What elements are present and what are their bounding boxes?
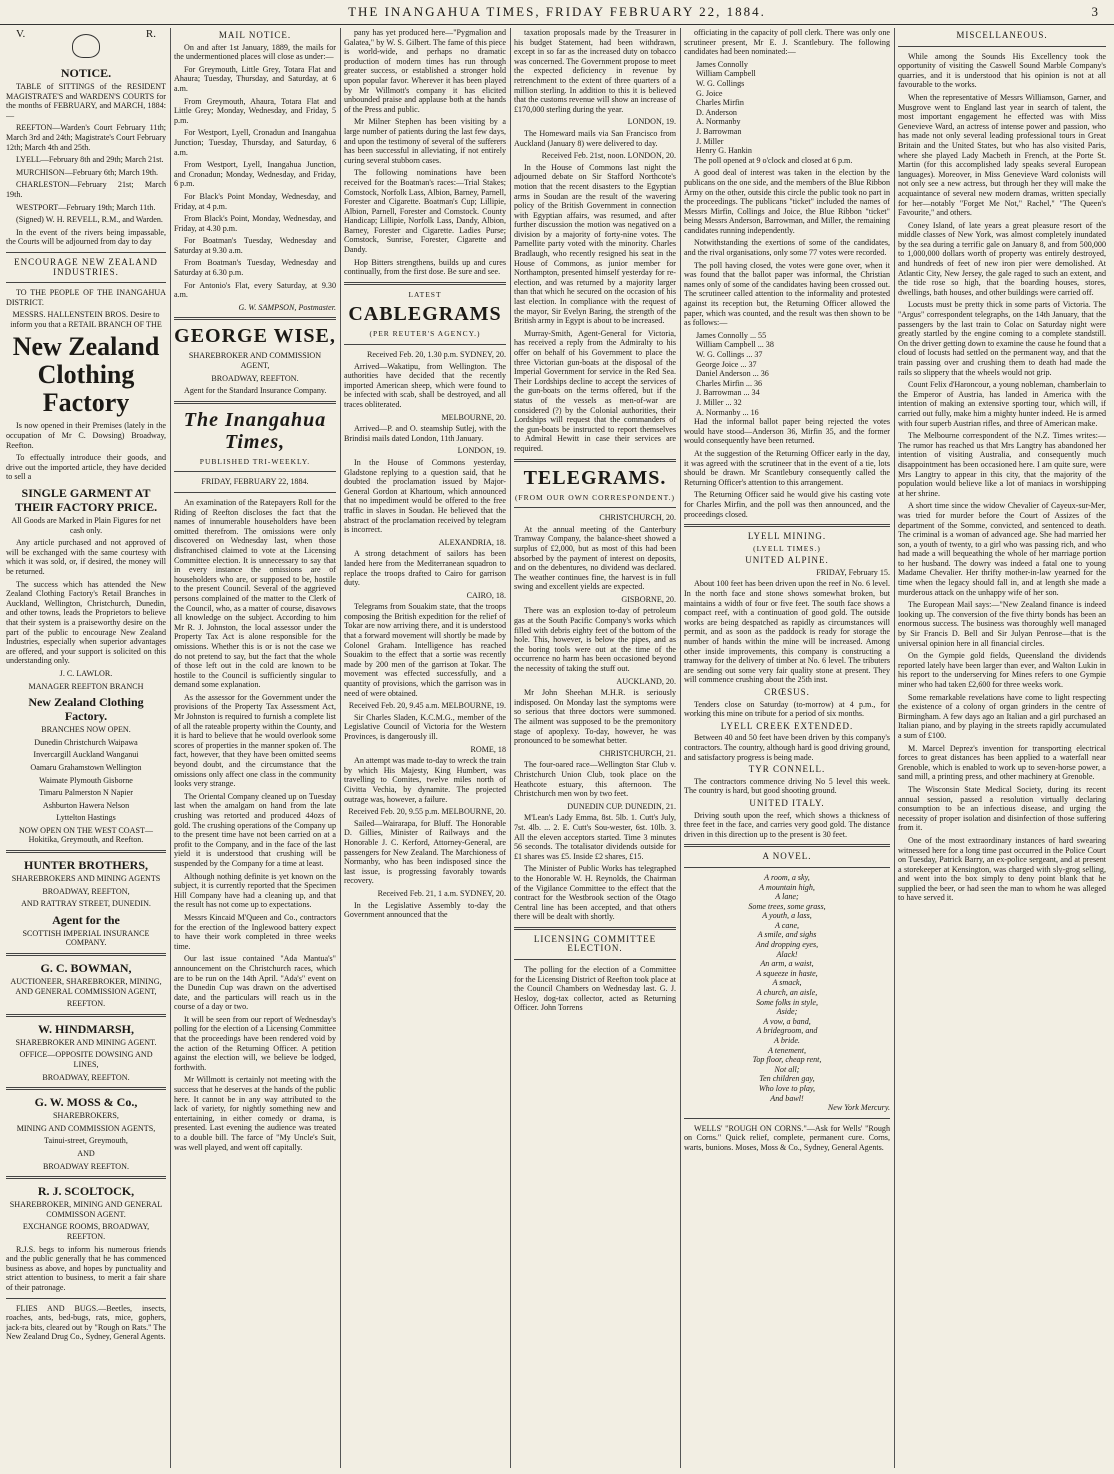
mail-para: For Greymouth, Little Grey, Totara Flat and Ahaura; Tuesday, Thursday, and Saturday, at 6 a.m.: [174, 64, 336, 93]
scoltock-text: R.J.S. begs to inform his numerous friends and the public generally that he has commenced business as above, and hopes by punctuality and strict attention to business, to merit a fair share of their patronage.: [6, 1244, 166, 1292]
poll-para: Notwithstanding the exertions of some of the candidates, and the rival organisations, only some 77 votes were recorded.: [684, 238, 890, 258]
lyell-creek-text: Between 40 and 50 feet have been driven by this company's contractors. The country, although hard is good driving ground, and satisfactory progress is being made.: [684, 733, 890, 762]
branch-row: Invercargill Auckland Wanganui: [33, 750, 139, 760]
lawlor: J. C. LAWLOR.: [59, 668, 113, 678]
cable-text: An attempt was made to-day to wreck the train by which His Majesty, King Humbert, was travelling to Comites, twelve miles north of Civitta Vechia, by dynamite. The projected outrage was, however, a failure.: [344, 756, 506, 804]
poem-line: Who love to play,: [758, 1083, 816, 1093]
tel-text: Mr John Sheehan M.H.R. is seriously indisposed. On Monday last the symptoms were so serious that three doctors were summoned. The ailment was supposed to be the premonitory stage of apoplexy. To-day, however, he was pronounced to be somewhat better.: [514, 688, 676, 746]
cable-text: In the House of Commons last night the adjourned debate on Sir Stafford Northcote's motion that the recent disasters to the Egyptian arms in Soudan are the result of the wavering policy of the British Government in connection with Egyptian affairs, was resumed, and after further discussion the motion was negatived on a division by a majority of forty-nine votes. The Parnellite party voted with the minority. Charles Bradlaugh, who recently resigned his seat in the House of Commons, as junior member for Northampton, presented himself yesterday for re-election, and was returned by a majority larger than that which he secured on the occasion of his last election. In compliance with the request of the mayor, Sir Evelyn Baring, the strength of the British army in Egypt is about to be increased.: [514, 162, 676, 326]
column-1: [6, 28, 166, 1468]
hunter-heading: HUNTER BROTHERS,: [23, 858, 149, 873]
branch-row: Waimate Plymouth Gisborne: [39, 775, 133, 785]
marked-text: All Goods are Marked in Plain Figures for net cash only.: [11, 516, 161, 535]
sitting-item: LYELL—February 8th and 29th; March 21st.: [16, 155, 164, 165]
branch-row: Lyttelton Hastings: [56, 813, 116, 823]
branch-row: Oamaru Grahamstown Wellington: [30, 762, 142, 772]
nzcf-heading-2: New Zealand Clothing Factory.: [28, 695, 144, 724]
cable-text: Arrived—P. and O. steamship Sutlej, with the Brindisi mails dated London, 11th January.: [344, 424, 506, 443]
cable-dateline: ALEXANDRIA, 18.: [438, 537, 506, 547]
editorial-para: An examination of the Ratepayers Roll for the Riding of Reefton discloses the fact that the names of innumerable householders have been omitted therefrom. The omissions were only discovered on Wednesday last, when those disfranchised claimed to vote at the Licensing Committee election. It is unnecessary to say that in every instance the omissions are of householders who are, or supposed to be, hostile to the present Council. Several of the aggrieved persons complained of the matter to the Clerk of the Council, who, as a matter of course, disavows all knowledge on the subject. According to him Mr R. J. Johnston, the local assessor under the Property Tax Act is alone responsible for the omissions. Whether this is or is not the case we do not pretend to say, but the fact that the whole of those left out in the cold are known to be hostile to the Council is sufficiently singular to demand some explanation.: [174, 498, 336, 690]
cable-dateline: LONDON, 19.: [627, 117, 676, 127]
poem-line: A mountain high,: [759, 882, 815, 892]
cable-text: Sailed—Wairarapa, for Bluff. The Honorable D. Gillies, Minister of Railways and the Honorable J. C. Kerford, Attorney-General, are passengers for New Zealand. The Marchioness of Normanby, who has been indisposed since the last issue, is progressing favorably towards recovery.: [344, 818, 506, 886]
candidate: William Campbell: [696, 69, 756, 79]
poem-line: A tenement,: [767, 1045, 807, 1055]
wise-sub: SHAREBROKER AND COMMISSION AGENT,: [188, 351, 322, 371]
lyell-heading: LYELL MINING.: [747, 531, 827, 542]
own-correspondent: (FROM OUR OWN CORRESPONDENT.): [514, 492, 676, 502]
misc-para: A short time since the widow Chevalier of Cayeux-sur-Mer, was tried for murder before the Court of Assizes of the department of the Somme, convicted, and sentenced to death. The criminal is a woman of advanced age. She had married her son, a youth of twenty, to a girl who was passing rich, and who had made a will bequeathing the whole of her marriage portion to her husband. The dowry was indeed a fatal one to young Madame Chevalier. Her thrifty mother-in-law yearned for the time when the legacy should fall in, and at length she made a murderous attack on the unhappy wife of her son.: [898, 501, 1106, 597]
bowman-place: REEFTON.: [66, 999, 106, 1009]
misc-para: Count Felix d'Haroncour, a young nobleman, chamberlain to the Emperor of Austria, has landed in America with the intention of making an extensive sporting tour, which will, if carried out fully, make him a mighty hunter indeed. He is armed with four superb Austrian rifles, and three of American make.: [898, 380, 1106, 428]
poem-line: And dropping eyes,: [755, 940, 819, 950]
tel-dateline: AUCKLAND, 20.: [616, 676, 676, 686]
editorial-para: Messrs Kincaid M'Queen and Co., contractors for the erection of the Inglewood battery expect to have their work completed in three weeks time.: [174, 912, 336, 951]
poem-line: Ten children gay,: [759, 1074, 815, 1084]
tel-dateline: DUNEDIN CUP. DUNEDIN, 21.: [567, 801, 676, 811]
poem-line: An arm, a waist,: [760, 959, 814, 969]
croesus-heading: CRŒSUS.: [764, 687, 810, 697]
misc-para: Some remarkable revelations have come to light respecting the existence of a colony of organ grinders in the centre of Birmingham. A few days ago an Italian and a girl purchased an Italian piano, and by playing in the streets rapidly accumulated a sum of £100.: [898, 692, 1106, 740]
hindmarsh-addr: BROADWAY, REEFTON.: [42, 1072, 130, 1082]
poem-line: A room, a sky,: [764, 872, 810, 882]
candidate: W. G. Collings: [696, 78, 745, 88]
sitting-item: WESTPORT—February 19th; March 11th.: [16, 202, 156, 212]
scottish-insurance: SCOTTISH IMPERIAL INSURANCE COMPANY.: [22, 928, 150, 948]
moss-sub: SHAREBROKERS,: [53, 1111, 119, 1121]
cable-dateline: Received Feb. 20, 9.45 a.m. MELBOURNE, 19.: [348, 701, 506, 711]
cable-dateline: MELBOURNE, 20.: [441, 412, 506, 422]
tel-dateline: CHRISTCHURCH, 21.: [599, 748, 676, 758]
moss-heading: G. W. MOSS & Co.,: [34, 1095, 138, 1110]
branch-row: Ashburton Hawera Nelson: [42, 800, 130, 810]
column-rule: [170, 28, 171, 1468]
cable-dateline: Received Feb. 20, 9.55 p.m. MELBOURNE, 20.: [348, 807, 506, 817]
poem-line: A lane;: [775, 892, 799, 902]
west-coast: NOW OPEN ON THE WEST COAST—Hokitika, Greymouth, and Reefton.: [18, 825, 154, 845]
poem-line: A smack,: [772, 978, 802, 988]
tel-text: There was an explosion to-day of petroleum gas at the South Pacific Company's works which filled with debris eighty feet of the bottom of the hole. This, however, is below the pipes, and as the boring tools were out at the time of the occurrence no harm has been occasioned beyond the necessity of taking the stuff out.: [514, 606, 676, 674]
royal-crest-icon: [72, 34, 100, 58]
misc-para: Coney Island, of late years a great pleasure resort of the middle classes of New York, was almost completely inundated by the sea during a terrific gale on January 8, and from 500,000 to 1,000,000 dollars worth of property was entirely destroyed, and hundreds of feet of new iron pier were demolished. At Atlantic City, New Jersey, the gale raged to such an extent, and the tide rose so high, that the boarding houses, stores, dwellings, bath houses, and other buildings were carried off.: [898, 220, 1106, 297]
column-rule: [510, 28, 511, 1468]
notice-heading: NOTICE.: [60, 66, 112, 80]
poem-line: A squeeze in haste,: [756, 968, 818, 978]
moss-addr: Tainui-street, Greymouth,: [44, 1136, 128, 1146]
licensing-text: The polling for the election of a Committee for the Licensing District of Reefton took place at the Council Chambers on Wednesday last. G. J. Hesloy, dog-tax collector, acted as Returning Officer. John Torrens: [514, 965, 676, 1013]
royal-r: R.: [145, 28, 156, 40]
column-3: [344, 28, 506, 1468]
tel-dateline: GISBORNE, 20.: [621, 594, 676, 604]
poem-line: Not all;: [774, 1064, 800, 1074]
misc-para: The Melbourne correspondent of the N.Z. Times writes:—The rumor has reached us that Mrs Langtry has abandoned her intention of visiting Australia, and consequently much disappointment has been occasioned here. I am quite sure, were Mrs Langtry to appear in this city, that the majority of the population would believe like a lot of maniacs in worshipping at her shrine.: [898, 431, 1106, 498]
mail-para: From Greymouth, Ahaura, Totara Flat and Little Grey; Monday, Wednesday, and Friday, 5 p.m.: [174, 96, 336, 125]
cable-text: Sir Charles Sladen, K.C.M.G., member of the Legislative Council of Victoria for the Western Provinces, is dangerously ill.: [344, 712, 506, 741]
column-rule: [680, 28, 681, 1468]
candidate: J. Barrowman: [696, 126, 742, 136]
poll-intro: officiating in the capacity of poll clerk. There was only one scrutineer present, Mr E. J. Scantlebury. The following candidates had been nominated:—: [684, 28, 890, 57]
branch-row: Timaru Palmerston N Napier: [39, 788, 133, 798]
sitting-item: CHARLESTON—February 21st; March 19th.: [6, 180, 166, 199]
branch-row: Dunedin Christchurch Waipawa: [34, 737, 138, 747]
poem: [684, 873, 890, 1103]
misc-heading: MISCELLANEOUS.: [956, 30, 1048, 40]
candidate: Henry G. Hankin: [696, 146, 752, 156]
cable-text: Arrived—Wakatipu, from Wellington. The authorities have decided that the recently imported American sheep, which were found to be infected with scab, shall be destroyed, and all traces obliterated.: [344, 361, 506, 409]
result-row: Daniel Anderson ... 36: [696, 369, 769, 379]
result-row: W. G. Collings ... 37: [696, 350, 763, 359]
column-6: [898, 28, 1106, 1468]
intro-para: Hop Bitters strengthens, builds up and cures continually, from the first dose. Be sure and see.: [344, 257, 506, 277]
success-text: The success which has attended the New Zealand Clothing Factory's Retail Branches in Auckland, Wellington, Christchurch, Dunedin, and other towns, leads the Proprietors to believe that their system is a praiseworthy desire on the part of the public to encourage New Zealand Industries, especially when superior advantages are offered, and your support is solicited on this understanding only.: [6, 579, 166, 666]
sitting-item: REEFTON—Warden's Court February 11th; March 3rd and 24th; Magistrate's Court February 12th; March 4th and 25th.: [6, 123, 166, 152]
messrs-text: MESSRS. HALLENSTEIN BROS. Desire to inform you that a RETAIL BRANCH OF THE: [10, 310, 162, 329]
candidate: James Connolly: [696, 59, 748, 69]
poem-line: Alack!: [776, 949, 798, 959]
single-garment: SINGLE GARMENT AT THEIR FACTORY PRICE.: [14, 486, 158, 515]
nzcf-open: Is now opened in their Premises (lately in the occupation of Mr C. Dowsing) Broadway, Reefton.: [6, 421, 166, 450]
poll-para: The poll opened at 9 o'clock and closed at 6 p.m.: [694, 155, 853, 165]
hindmarsh-heading: W. HINDMARSH,: [38, 1021, 134, 1036]
mail-para: For Boatman's Tuesday, Wednesday and Saturday at 9.30 a.m.: [174, 236, 336, 255]
mail-para: From Black's Point, Monday, Wednesday, and Friday, at 4.30 p.m.: [174, 214, 336, 233]
intro-para: Mr Milner Stephen has been visiting by a large number of patients during the last few days, and upon the testimony of several of the sufferers has been successful in alleviating, if not entirely curing several stubborn cases.: [344, 117, 506, 165]
any-article: Any article purchased and not approved of will be exchanged with the same courtesy with which it was sold, or, if desired, the money will be returned.: [6, 538, 166, 576]
misc-para: Locusts must be pretty thick in some parts of Victoria. The "Argus" correspondent telegraphs, on the 14th January, that the passengers by the last train to Colac on Saturday night were greatly startled by the engine coming to a complete standstill. On the driver getting down to examine the cause he found that a cloud of locusts had settled on the permanent way, and that the train passing over and crushing them to death had made the rails so slippery that the wheels would not grip.: [898, 300, 1106, 377]
novel-heading: A NOVEL.: [762, 851, 812, 862]
mail-para: For Black's Point Monday, Wednesday, and Friday, at 4 p.m.: [174, 191, 336, 211]
result-row: George Joice ... 37: [696, 359, 757, 369]
masthead: [0, 0, 1114, 25]
poem-line: A bridegroom, and: [756, 1026, 818, 1036]
hunter-addr: AND RATTRAY STREET, DUNEDIN.: [21, 899, 151, 909]
tel-text: M'Lean's Lady Emma, 8st. 5lb. 1. Cutt's July, 7st. 4lb. ... 2. E. Cutt's Sou-wester, 6st. 10lb. 3. All the eleven acceptors started. Time 3 minutes 56 seconds. The totalisator dividends outside for £1 shares was £5. Inside £2 shares, £15.: [514, 813, 676, 861]
telegrams-heading: TELEGRAMS.: [523, 466, 667, 489]
cable-dateline: LONDON, 19.: [457, 446, 506, 456]
scoltock-sub: SHAREBROKER, MINING AND GENERAL COMMISSON AGENT.: [9, 1200, 163, 1219]
bowman-sub: AUCTIONEER, SHAREBROKER, MINING, AND GENERAL COMMISSION AGENT,: [10, 977, 162, 996]
poll-para: A good deal of interest was taken in the election by the publicans on the one side, and the members of the Blue Ribbon Army on the other, outside this circle the public took no part in the proceedings. The publicans "ticket" included the names of Messrs Mirfin, Collings and Joice, the Blue Ribbon "ticket" being Messrs Anderson, Barrowman, and Miller, the remaining candidates running independently.: [684, 168, 890, 235]
result-row: A. Normanby ... 16: [696, 407, 759, 417]
tel-text: The Minister of Public Works has telegraphed to the Honorable W. H. Reynolds, the Chairman of the Vigilance Committee to the effect that the contract for the Westbrook section of the Otago Central line has been accepted, and that others there will be dealt with shortly.: [514, 864, 676, 922]
reuter-label: (PER REUTER'S AGENCY.): [369, 329, 481, 339]
column-rule: [894, 28, 895, 1468]
after-result: Had the informal ballot paper being rejected the votes would have stood—Anderson 36, Mirfin 35, and the former would consequently have been returned.: [684, 417, 890, 446]
nzcf-heading: New Zealand Clothing Factory: [12, 332, 160, 418]
licensing-heading: LICENSING COMMITTEE ELECTION.: [533, 933, 657, 954]
intro-para: The following nominations have been received for the Boatman's races:—Trial Stakes; Comstock, Norfolk Lass, Albion, Barney, Parnell, Forester and Cigarette. Boatman's Cup; Lillipie, Albion, Parnell, Forester and Comstock. County Handicap; Lillipie, Norfolk Lass, Dandy, Albion, Barney, Forester and Cigarette. Ladies Purse; Comstock, Sunrise, Forester, Cigarette and Dandy.: [344, 168, 506, 255]
italy-text: Driving south upon the reef, which shows a thickness of three feet in the face, and carries very good gold. The distance driven in this direction up to the present is 30 feet.: [684, 810, 890, 839]
poem-line: A vow, a band,: [763, 1016, 811, 1026]
misc-para: M. Marcel Deprez's invention for transporting electrical forces to great distances has been applied to a waterfall near Grenoble, which is enabled to work up to seven-horse power, a sand mill, a printing press, and other machinery at Grenoble.: [898, 743, 1106, 782]
mail-heading: MAIL NOTICE.: [218, 30, 292, 40]
cable-dateline: CAIRO, 18.: [466, 590, 506, 600]
tel-text: The four-oared race—Wellington Star Club v. Christchurch Union Club, took place on the Heathcote estuary, this afternoon. The Christchurch men won by two feet.: [514, 760, 676, 799]
tel-text: At the annual meeting of the Canterbury Tramway Company, the balance-sheet showed a surplus of £2,000, but as most of this had been absorbed by the payment of interest on deposits, and on the debentures, no dividend was declared. The weather continues fine, the harvest is in full swing and excellent yields are expected.: [514, 524, 676, 592]
mail-para: On and after 1st January, 1889, the mails for the undermentioned places will close as under:—: [174, 42, 336, 62]
editorial-para: Although nothing definite is yet known on the subject, it is currently reported that the Specimen Hill Company have had a cleaning up, and that the result has not come up to expectations.: [174, 871, 336, 910]
branches-head: BRANCHES NOW OPEN.: [41, 725, 131, 735]
poem-source: New York Mercury.: [827, 1103, 890, 1113]
misc-para: When the representative of Messrs Williamson, Garner, and Musgrove went to England last year in search of talent, the most important engagement he effected was with Miss Genevieve Ward, an actress of intense power and passion, who has made not only several leading professional tours in Great Britain and the United States, but who has also visited Paris, where she played Lady Macbeth in French, at the Porte St. Martin (for this accomplished lady speaks several European languages). Moreover, in Miss Genevieve Ward colonists will not only see a new actress, but through her they will make the acquaintance of several new modern dramas, written specially for her—notably "Forget Me Not," Rachel," "The Queen's Favourite," and others.: [898, 92, 1106, 218]
candidate: Charles Mirfin: [696, 98, 744, 108]
poem-line: A bride.: [774, 1036, 800, 1045]
introduce-text: To effectually introduce their goods, and drive out the imported article, they have decided to sell a: [6, 453, 166, 482]
masthead-title: THE INANGAHUA TIMES, FRIDAY FEBRUARY 22, 1884.: [348, 4, 766, 19]
cable-dateline: Received Feb. 20, 1.30 p.m. SYDNEY, 20.: [366, 350, 506, 360]
notice-signed: (Signed) W. H. REVELL, R.M., and Warden.: [16, 215, 163, 225]
candidate: G. Joice: [696, 88, 723, 98]
moss-and: AND: [77, 1148, 95, 1158]
poem-line: A cane,: [774, 920, 800, 930]
cable-text: Telegrams from Souakim state, that the troops composing the British expedition for the relief of Tokar are now arriving there, and it is understood that a forward movement will shortly be made by Colonel Graham. Intelligence has reached Souakim to the effect that a sortie was recently made by 200 men of the garrison at Tokar. The movement was effected successfully, and a quantity of provisions, which the garrison was in need of were obtained.: [344, 602, 506, 698]
alpine-dateline: FRIDAY, February 15.: [816, 567, 890, 577]
united-alpine: UNITED ALPINE.: [745, 555, 829, 566]
mail-para: From Westport, Lyell, Inangahua Junction, and Cronadun; Monday, Wednesday, and Friday, 6 p.m.: [174, 160, 336, 189]
poem-line: Some folks in style,: [755, 997, 819, 1007]
tyr-heading: TYR CONNELL.: [748, 764, 826, 775]
column-rule: [340, 28, 341, 1468]
result-row: J. Barrowman ... 34: [696, 388, 760, 398]
misc-para: The Wisconsin State Medical Society, during its recent annual session, passed a resolution virtually declaring consumption to be an infectious disease, and urging the necessity of proper isolation and disinfection of those suffering from it.: [898, 784, 1106, 833]
poem-line: A smile, and sighs: [757, 930, 817, 940]
sitting-item: MURCHISON—February 6th; March 19th.: [16, 167, 159, 177]
after-result: The Returning Officer said he would give his casting vote for Charles Mirfin, and the poll was then announced, and the proceedings closed.: [684, 490, 890, 519]
editorial-para: It will be seen from our report of Wednesday's polling for the election of a Licensing Committee that the proceedings have been rendered void by the action of the Returning Officer. A petition against the election will, we believe be lodged, forthwith.: [174, 1014, 336, 1072]
cable-text: The Homeward mails via San Francisco from Auckland (January 8) were delivered to day.: [514, 128, 676, 148]
candidate: A. Normanby: [696, 117, 741, 127]
intro-para: taxation proposals made by the Treasurer in his budget Statement, had been withdrawn, except in so far as the increased duty on tobacco was concerned. The Government propose to meet the expected deficiency in revenue by retrenchment to the extent of three quarters of a million sterling. In addition to this it is believed that the customs revenue will show an increase of £170,000 sterling during the year.: [514, 28, 676, 114]
after-result: At the suggestion of the Returning Officer early in the day, it was agreed with the scrutineer that in the event of a tie, lots should be drawn. Mr Scantlebury consequently called the Returning Officer's attention to this arrangement.: [684, 448, 890, 487]
cable-text: Murray-Smith, Agent-General for Victoria, has received a reply from the Admiralty to his offer on behalf of his Government to place the three Victorian gun-boats at the disposal of the Imperial Government for service in the Red Sea. Their Lordships decline to accept the services of the gun-boats on the terms offered, but if the status of the vessels as men-of-war are considered (?) by the Colonial authorities, their Lordships will request that the commanders of the gun-boats be instructed to report themselves to Admiral Hewitt in case their services are required.: [514, 328, 676, 453]
moss-addr: BROADWAY REEFTON.: [42, 1161, 130, 1171]
notice-note: In the event of the rivers being impassable, the Courts will be adjourned from day to day: [6, 227, 166, 247]
cable-dateline: Received Feb. 21st, noon. LONDON, 20.: [541, 151, 676, 161]
editorial-para: Mr Willmott is certainly not meeting with the success that he deserves at the hands of the public here. It cannot be in any way attributed to the lack of variety, for nightly something new and entertaining, in either comedy or drama, is presented. Last evening the audience was treated to a double bill. The farce of "My Uncle's Suit, was well played, and went off capitally.: [174, 1075, 336, 1152]
column-5: [684, 28, 890, 1468]
poem-line: And bawl!: [770, 1093, 804, 1103]
lyell-creek-heading: LYELL CREEK EXTENDED.: [720, 720, 854, 731]
candidate: D. Anderson: [696, 107, 737, 117]
notice-text: TABLE of SITTINGS of the RESIDENT MAGISTRATE'S and WARDEN'S COURTS for the months of FEBRUARY, and MARCH, 1884:—: [6, 82, 166, 120]
mail-signature: G. W. SAMPSON, Postmaster.: [238, 302, 336, 312]
poem-line: Top floor, cheap rent,: [752, 1055, 822, 1065]
lawlor-role: MANAGER REEFTON BRANCH: [28, 681, 144, 691]
scoltock-addr: EXCHANGE ROOMS, BROADWAY, REEFTON.: [22, 1222, 150, 1241]
poem-line: A church, an aisle,: [756, 988, 818, 998]
tyr-text: The contractors commence driving No 5 level this week. The country is hard, but good shooting ground.: [684, 776, 890, 796]
mail-para: From Boatman's Tuesday, Wednesday and Saturday at 6.30 p.m.: [174, 258, 336, 278]
royal-v: V.: [16, 28, 26, 40]
misc-para: The European Mail says:—"New Zealand finance is indeed looking up. The conversion of the five thirty bonds has been an enormous success. The business was thoroughly well managed by Sir Francis D. Bell and Sir Julyan Penrose—that is the universal opinion here in all financial circles.: [898, 600, 1106, 648]
wise-agent: Agent for the Standard Insurance Company.: [184, 386, 327, 396]
candidate: J. Miller: [696, 136, 724, 146]
flies-ad: FLIES AND BUGS.—Beetles, insects, roaches, ants, bed-bugs, rats, mice, gophers, jack-ra bits, cleared out by "Rough on Rats." The New Zealand Drug Co., Sydney, General Agents.: [6, 1303, 166, 1342]
misc-para: On the Gympie gold fields, Queensland the dividends reported lately have been larger than ever, and Walton Lukin in his report to the underserving for Mines refers to one Gympie miner who had taken £2,600 for three weeks work.: [898, 651, 1106, 689]
cable-text: A strong detachment of sailors has been landed here from the Mediterranean squadron to replace the troops drafted to Cairo for garrison duty.: [344, 549, 506, 588]
agent-for: Agent for the: [52, 912, 120, 927]
wise-heading: GEORGE WISE,: [174, 325, 336, 348]
tel-dateline: CHRISTCHURCH, 20.: [599, 513, 676, 523]
hunter-addr: BROADWAY, REEFTON,: [42, 886, 130, 896]
italy-heading: UNITED ITALY.: [749, 797, 825, 808]
wise-addr: BROADWAY, REEFTON.: [211, 373, 299, 383]
hindmarsh-sub: SHAREBROKER AND MINING AGENT.: [15, 1037, 157, 1047]
poem-line: Some trees, some grass,: [748, 901, 826, 911]
paper-date: FRIDAY, FEBRUARY 22, 1884.: [201, 477, 309, 487]
cable-text: In the House of Commons yesterday, Gladstone replying to a question said, that he doubted the proclamation issued by Major-General Gordon at Khartoum, which announced that no impediment would be offered to the free traffic in slaves in Soudan. He believed that the abstract of the proclamation received by telegram is incorrect.: [344, 457, 506, 535]
bowman-heading: G. C. BOWMAN,: [40, 961, 132, 976]
mail-para: For Antonio's Flat, every Saturday, at 9.30 a.m.: [174, 280, 336, 300]
hindmarsh-office: OFFICE—OPPOSITE DOWSING AND LINES,: [19, 1050, 153, 1069]
column-2: [174, 28, 336, 1468]
royal-arms-row: [16, 30, 156, 62]
alpine-text: About 100 feet has been driven upon the reef in No. 6 level. In the north face and stone shows somewhat broken, but maintains a width of four or five feet. The south face shows a compact reef, with a continuation of good gold. The outside works are being despatched as rapidly as circumstances will permit, and as soon as the paddock is ready for storage the number of hands within the mine will be increased. Among other inside improvements, this company is constructing a tramway for the delivery of timber at No. 6 level. The tributers are sending out some very fair quality stone at present. They will commence crushing about the 25th inst.: [684, 579, 890, 685]
poll-para: The poll having closed, the votes were gone over, when it was found that the ballot paper was informal, the Christian names only of some of the candidates having been crossed out. The scrutineer called attention to the informality and protested against its reception but, the Returning Officer allowed the paper, which was counted, and the result was then shown to be as follows:—: [684, 260, 890, 328]
editorial-para: As the assessor for the Government under the provisions of the Property Tax Assessment Act, Mr Johnston is required to furnish a complete list of all the rateable property within the County, and it is hard to believe that he would overlook some scores of properties in the manner spoken of. The fact, however, that they have been omitted seems beyond doubt, and the circumstance that the omissions only affect one class in the community looks very strange.: [174, 692, 336, 789]
misc-para: One of the most extraordinary instances of hard swearing witnessed here for a long time past occurred in the Police Court on Tuesday, Patrick Barry, an ex-police sergeant, and at present a storekeeper at Kensington, was charged with sly-grog selling, and went into the box simply to deny point blank that he supplied the beer, or had seen the man to whom he was alleged to have served it.: [898, 835, 1106, 903]
encourage-heading: ENCOURAGE NEW ZEALAND INDUSTRIES.: [14, 256, 158, 277]
poem-line: A youth, a lass,: [762, 911, 812, 921]
result-row: J. Miller ... 32: [696, 397, 742, 407]
moss-sub2: MINING AND COMMISSION AGENTS,: [16, 1123, 156, 1133]
croesus-text: Tenders close on Saturday (to-morrow) at 4 p.m., for working this mine on tribute for a period of six months.: [684, 699, 890, 719]
result-row: William Campbell ... 38: [696, 340, 774, 350]
misc-para: While among the Sounds His Excellency took the opportunity of visiting the Caswell Sound Marble Company's quarries, and it is understood that his opinion is not at all favourable to the works.: [898, 51, 1106, 90]
cable-text: In the Legislative Assembly to-day the Government announced that the: [344, 900, 506, 920]
column-4: [514, 28, 676, 1468]
intro-para: pany has yet produced here—"Pygmalion and Galatea," by W. S. Gilbert. The fame of this piece is world-wide, and perhaps no dramatic production of modern times has run through greater success, or established a stronger hold upon popular favor. Wherever it has been played by Mr Willmott's company it has elicited unbounded praise and applause both at the hands of the Press and public.: [344, 28, 506, 114]
latest-label: LATEST: [408, 289, 442, 299]
editorial-para: The Oriental Company cleaned up on Tuesday last when the amalgam on hand from the late crushing was retorted and produced 44ozs of gold. The crushing operations of the Company up to the present time have not been carried on at a profit to the Company, and in the face of the last yield it is understood that crushing will be suspended by the Company for a time at least.: [174, 791, 336, 868]
cablegrams-heading: CABLEGRAMS: [348, 303, 502, 326]
paper-sub: PUBLISHED TRI-WEEKLY.: [199, 456, 311, 466]
cable-dateline: ROME, 18: [470, 744, 506, 754]
result-row: James Connolly ... 55: [696, 330, 767, 340]
page-number: 3: [1091, 4, 1100, 19]
result-row: Charles Mirfin ... 36: [696, 378, 763, 388]
paper-title: The Inangahua Times,: [183, 408, 327, 453]
scoltock-heading: R. J. SCOLTOCK,: [37, 1184, 135, 1199]
poem-line: Aside;: [776, 1007, 798, 1017]
hunter-sub: SHAREBROKERS AND MINING AGENTS: [11, 874, 161, 884]
cable-dateline: Received Feb. 21, 1 a.m. SYDNEY, 20.: [377, 888, 506, 898]
to-people: TO THE PEOPLE OF THE INANGAHUA DISTRICT.: [6, 288, 166, 307]
editorial-para: Our last issue contained "Ada Mantua's" announcement on the Christchurch races, which are to be run on the 14th April. "Ada's" event on the Dunedin Cup was drawn on the advertised date, and the particulars will reach us in the course of a day or two.: [174, 954, 336, 1012]
mail-para: For Westport, Lyell, Cronadun and Inangahua Junction; Tuesday, Thursday, and Saturday, 6 a.m.: [174, 128, 336, 157]
lyell-sub: (LYELL TIMES.): [753, 543, 821, 553]
wells-ad: WELLS' "ROUGH ON CORNS."—Ask for Wells' "Rough on Corns." Quick relief, complete, permanent cure. Corns, warts, bunions. Moses, Moss & Co., Sydney, General Agents.: [684, 1123, 890, 1152]
